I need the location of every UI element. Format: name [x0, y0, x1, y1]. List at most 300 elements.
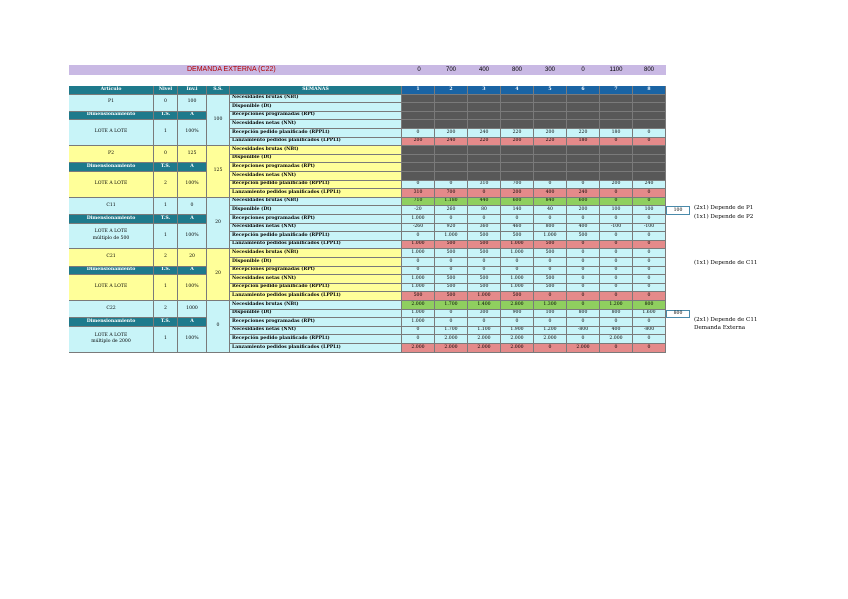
ts-value: A	[178, 267, 207, 276]
header-week: 8	[633, 86, 666, 95]
yield-percent: 100%	[178, 172, 207, 198]
row-label: Necesidades brutas (NBt)	[230, 301, 402, 310]
week-value: 2.000	[600, 335, 633, 344]
item-name: C21	[69, 249, 154, 266]
week-value: 2.000	[435, 344, 468, 353]
item-level: 2	[154, 249, 178, 266]
dependency-note: (1x1) Depende de C11	[694, 260, 758, 266]
week-value: 1.000	[402, 318, 435, 327]
week-value	[435, 146, 468, 155]
week-value: 0	[402, 258, 435, 267]
row-label: Disponible (Dt)	[230, 310, 402, 319]
week-value: 0	[534, 267, 567, 276]
week-value	[600, 95, 633, 104]
row-label: Recepciones programadas (RPt)	[230, 163, 402, 172]
week-value: 0	[534, 215, 567, 224]
row-label: Recepciones programadas (RPt)	[230, 267, 402, 276]
week-value: 0	[633, 292, 666, 301]
header-invi: Inv.i	[178, 86, 207, 95]
week-value: 800	[633, 301, 666, 310]
dimension-label: Dimensionamiento	[69, 215, 154, 224]
week-value: 200	[501, 138, 534, 147]
week-value: 700	[435, 189, 468, 198]
week-value: 0	[633, 318, 666, 327]
week-value: 220	[534, 138, 567, 147]
week-value: 0	[600, 275, 633, 284]
item-inventory: 1000	[178, 301, 207, 318]
week-value: 0	[600, 249, 633, 258]
header-semanas: SEMANAS	[230, 86, 402, 95]
week-value: 460	[501, 224, 534, 233]
dependency-note: Demanda Externa	[694, 325, 746, 331]
item-name: P2	[69, 146, 154, 163]
week-value	[435, 112, 468, 121]
lot-policy	[69, 172, 154, 198]
lead-time: 2	[154, 172, 178, 198]
week-value: 1.300	[534, 301, 567, 310]
item-level: 1	[154, 198, 178, 215]
demand-value: 700	[445, 67, 456, 73]
week-value: 2.800	[501, 301, 534, 310]
week-value: 1.180	[435, 198, 468, 207]
lead-time: 1	[154, 275, 178, 301]
week-value: -800	[567, 327, 600, 336]
week-value	[534, 155, 567, 164]
week-value	[468, 163, 501, 172]
week-value: 500	[435, 241, 468, 250]
week-value: 840	[534, 198, 567, 207]
week-value	[501, 155, 534, 164]
header-week: 1	[402, 86, 435, 95]
row-label: Recepciones programadas (RPt)	[230, 318, 402, 327]
week-value: 180	[600, 129, 633, 138]
week-value: 500	[468, 284, 501, 293]
demand-value: 0	[581, 67, 585, 73]
week-value	[435, 103, 468, 112]
header-ss: S.S.	[207, 86, 230, 95]
item-inventory: 100	[178, 95, 207, 112]
week-value: 400	[534, 189, 567, 198]
week-value: 1.700	[435, 327, 468, 336]
week-value: 0	[501, 267, 534, 276]
week-value: 2.000	[534, 335, 567, 344]
week-value	[567, 120, 600, 129]
week-value	[501, 95, 534, 104]
week-value: -800	[633, 327, 666, 336]
week-value	[633, 155, 666, 164]
row-label: Disponible (Dt)	[230, 103, 402, 112]
row-label: Disponible (Dt)	[230, 206, 402, 215]
week-value: 500	[435, 284, 468, 293]
week-value: 2.000	[468, 335, 501, 344]
row-label: Recepciones programadas (RPt)	[230, 112, 402, 121]
week-value: 600	[567, 198, 600, 207]
week-value: 0	[567, 284, 600, 293]
row-label: Recepción pedido planificado (RPPLt)	[230, 335, 402, 344]
item-inventory: 20	[178, 249, 207, 266]
week-value: 1.900	[501, 327, 534, 336]
week-value: 0	[468, 318, 501, 327]
week-value: 0	[567, 301, 600, 310]
week-value: 800	[534, 224, 567, 233]
week-value: 0	[633, 335, 666, 344]
week-value	[567, 155, 600, 164]
week-value: 1.000	[402, 241, 435, 250]
week-value	[501, 103, 534, 112]
header-week: 7	[600, 86, 633, 95]
row-label: Disponible (Dt)	[230, 155, 402, 164]
carryover-value: 100	[666, 206, 690, 215]
ts-label: T.S.	[154, 163, 178, 172]
week-value: 310	[468, 181, 501, 190]
week-value: 0	[567, 258, 600, 267]
week-value: 100	[633, 206, 666, 215]
week-value: 500	[501, 292, 534, 301]
week-value: 0	[402, 232, 435, 241]
week-value	[600, 146, 633, 155]
item-level: 0	[154, 146, 178, 163]
safety-stock: 20	[207, 198, 230, 250]
demand-value: 1100	[609, 67, 623, 73]
week-value: 0	[435, 267, 468, 276]
safety-stock: 20	[207, 249, 230, 301]
week-value: -260	[402, 224, 435, 233]
week-value	[402, 146, 435, 155]
lot-policy-label: LOTE A LOTE	[94, 181, 128, 187]
item-name: C11	[69, 198, 154, 215]
week-value: 0	[468, 189, 501, 198]
week-value	[468, 172, 501, 181]
week-value: 1.000	[435, 232, 468, 241]
week-value: 2.000	[468, 344, 501, 353]
week-value: 80	[468, 206, 501, 215]
week-value: 0	[501, 258, 534, 267]
lot-policy-label: LOTE A LOTE	[94, 284, 128, 290]
week-value	[501, 146, 534, 155]
week-value: 0	[501, 318, 534, 327]
week-value: 500	[435, 249, 468, 258]
week-value	[501, 172, 534, 181]
week-value: 0	[633, 138, 666, 147]
week-value	[534, 95, 567, 104]
week-value: 0	[600, 284, 633, 293]
row-label: Necesidades brutas (NBt)	[230, 146, 402, 155]
week-value: 500	[402, 292, 435, 301]
lot-policy	[69, 224, 154, 250]
week-value: 800	[567, 310, 600, 319]
week-value: 400	[567, 224, 600, 233]
dependency-note: (2x1) Depende de P1	[694, 205, 754, 211]
week-value	[534, 103, 567, 112]
header-nivel: Nivel	[154, 86, 178, 95]
week-value: 240	[633, 181, 666, 190]
row-label: Necesidades netas (NNt)	[230, 327, 402, 336]
week-value: 0	[435, 310, 468, 319]
week-value: 1.000	[501, 249, 534, 258]
safety-stock: 125	[207, 146, 230, 198]
week-value: 240	[435, 138, 468, 147]
week-value: 0	[600, 198, 633, 207]
ts-label: T.S.	[154, 215, 178, 224]
week-value: 200	[567, 206, 600, 215]
week-value: 200	[435, 129, 468, 138]
week-value: 240	[567, 189, 600, 198]
lot-policy	[69, 275, 154, 301]
week-value: 500	[468, 232, 501, 241]
ts-value: A	[178, 112, 207, 121]
week-value	[468, 103, 501, 112]
week-value	[567, 112, 600, 121]
row-label: Necesidades brutas (NBt)	[230, 95, 402, 104]
demand-value: 800	[643, 67, 654, 73]
ts-label: T.S.	[154, 267, 178, 276]
week-value	[402, 103, 435, 112]
week-value: 920	[435, 224, 468, 233]
week-value: 0	[633, 129, 666, 138]
week-value: 0	[468, 215, 501, 224]
item-name: C22	[69, 301, 154, 318]
week-value	[633, 95, 666, 104]
week-value: 0	[567, 181, 600, 190]
lot-multiple: múltiplo de 2000	[91, 339, 131, 345]
week-value: -100	[633, 224, 666, 233]
week-value: 0	[501, 215, 534, 224]
lot-multiple: múltiplo de 500	[92, 235, 130, 241]
week-value: 700	[501, 181, 534, 190]
week-value: 0	[402, 181, 435, 190]
header-week: 2	[435, 86, 468, 95]
dimension-label: Dimensionamiento	[69, 112, 154, 121]
week-value: 1.400	[468, 301, 501, 310]
week-value	[435, 155, 468, 164]
week-value: 710	[402, 198, 435, 207]
week-value	[435, 163, 468, 172]
week-value: 200	[501, 189, 534, 198]
row-label: Recepción pedido planificado (RPPLt)	[230, 181, 402, 190]
week-value: 440	[468, 198, 501, 207]
week-value: 0	[633, 267, 666, 276]
week-value	[468, 95, 501, 104]
week-value	[534, 120, 567, 129]
week-value	[468, 120, 501, 129]
week-value	[468, 112, 501, 121]
week-value: 0	[567, 215, 600, 224]
dependency-note: (2x1) Depende de C11	[694, 317, 758, 323]
dependency-note: (1x1) Depende de P2	[694, 214, 754, 220]
week-value: 0	[567, 249, 600, 258]
week-value	[534, 112, 567, 121]
header-week: 6	[567, 86, 600, 95]
week-value	[600, 172, 633, 181]
week-value: 0	[402, 267, 435, 276]
week-value: 2.000	[402, 301, 435, 310]
week-value	[468, 146, 501, 155]
week-value: 1.000	[534, 232, 567, 241]
week-value: 1.000	[402, 310, 435, 319]
week-value	[600, 155, 633, 164]
week-value: 500	[468, 249, 501, 258]
week-value: 2.000	[402, 344, 435, 353]
week-value: 0	[600, 344, 633, 353]
week-value: 500	[534, 275, 567, 284]
row-label: Recepción pedido planificado (RPPLt)	[230, 232, 402, 241]
demand-value: 800	[511, 67, 522, 73]
week-value: 0	[600, 292, 633, 301]
week-value	[501, 163, 534, 172]
week-value: 0	[435, 215, 468, 224]
week-value: 900	[501, 310, 534, 319]
week-value: 400	[600, 327, 633, 336]
week-value: 1.000	[501, 284, 534, 293]
week-value: 1.200	[534, 327, 567, 336]
header-articulo: Artículo	[69, 86, 154, 95]
lead-time: 1	[154, 327, 178, 353]
week-value: 220	[468, 138, 501, 147]
carryover-value: 800	[666, 310, 690, 319]
row-label: Lanzamiento pedidos planificados (LPPLt)	[230, 344, 402, 353]
week-value	[633, 103, 666, 112]
week-value: 2.000	[501, 335, 534, 344]
week-value: 500	[501, 232, 534, 241]
week-value: 0	[633, 241, 666, 250]
row-label: Necesidades netas (NNt)	[230, 224, 402, 233]
week-value: 0	[534, 318, 567, 327]
week-value	[600, 120, 633, 129]
week-value: 500	[534, 284, 567, 293]
ts-value: A	[178, 163, 207, 172]
week-value: 0	[567, 292, 600, 301]
week-value: 0	[600, 138, 633, 147]
week-value: 1.000	[402, 249, 435, 258]
header-week: 3	[468, 86, 501, 95]
week-value: 1.700	[435, 301, 468, 310]
item-level: 0	[154, 95, 178, 112]
item-inventory: 0	[178, 198, 207, 215]
week-value: 0	[567, 241, 600, 250]
week-value: 0	[468, 267, 501, 276]
week-value: 0	[402, 129, 435, 138]
week-value: 300	[468, 310, 501, 319]
ts-label: T.S.	[154, 318, 178, 327]
yield-percent: 100%	[178, 327, 207, 353]
week-value: 310	[402, 189, 435, 198]
week-value: 0	[600, 267, 633, 276]
week-value: 200	[600, 181, 633, 190]
safety-stock: 0	[207, 301, 230, 353]
row-label: Recepciones programadas (RPt)	[230, 215, 402, 224]
week-value	[600, 103, 633, 112]
item-level: 2	[154, 301, 178, 318]
row-label: Necesidades netas (NNt)	[230, 120, 402, 129]
row-label: Necesidades netas (NNt)	[230, 275, 402, 284]
row-label: Necesidades brutas (NBt)	[230, 198, 402, 207]
week-value	[435, 172, 468, 181]
row-label: Lanzamiento pedidos planificados (LPPLt)	[230, 138, 402, 147]
week-value: 100	[534, 310, 567, 319]
demand-value: 300	[544, 67, 555, 73]
row-label: Necesidades netas (NNt)	[230, 172, 402, 181]
week-value	[501, 120, 534, 129]
week-value: 0	[600, 258, 633, 267]
week-value: 180	[567, 138, 600, 147]
week-value: 800	[600, 310, 633, 319]
week-value: 0	[600, 241, 633, 250]
ts-value: A	[178, 318, 207, 327]
safety-stock: 100	[207, 95, 230, 147]
week-value: 100	[600, 206, 633, 215]
row-label: Disponible (Dt)	[230, 258, 402, 267]
week-value	[534, 146, 567, 155]
week-value	[402, 95, 435, 104]
week-value	[567, 163, 600, 172]
week-value: 0	[567, 275, 600, 284]
week-value: -100	[600, 224, 633, 233]
lot-policy	[69, 327, 154, 353]
week-value	[567, 146, 600, 155]
week-value: 0	[534, 258, 567, 267]
week-value: 0	[600, 189, 633, 198]
week-value	[633, 163, 666, 172]
week-value: 2.000	[435, 335, 468, 344]
demand-value: 0	[417, 67, 421, 73]
week-value	[402, 112, 435, 121]
week-value: 500	[567, 232, 600, 241]
lot-policy	[69, 120, 154, 146]
week-value: 220	[501, 129, 534, 138]
week-value: 1.000	[501, 241, 534, 250]
week-value: 0	[633, 198, 666, 207]
week-value: 0	[633, 284, 666, 293]
week-value: 1.000	[402, 275, 435, 284]
demand-header-bar	[69, 65, 666, 75]
week-value: 1.600	[633, 310, 666, 319]
ts-label: T.S.	[154, 112, 178, 121]
week-value: 500	[435, 292, 468, 301]
week-value: 40	[534, 206, 567, 215]
row-label: Recepción pedido planificado (RPPLt)	[230, 129, 402, 138]
week-value: 2.000	[501, 344, 534, 353]
week-value: 0	[633, 344, 666, 353]
week-value: 1.100	[468, 327, 501, 336]
week-value: 1.000	[468, 292, 501, 301]
week-value: 0	[567, 335, 600, 344]
week-value	[633, 172, 666, 181]
week-value: 1.000	[501, 275, 534, 284]
ts-value: A	[178, 215, 207, 224]
week-value: 0	[600, 232, 633, 241]
row-label: Necesidades brutas (NBt)	[230, 249, 402, 258]
lead-time: 1	[154, 224, 178, 250]
week-value	[600, 112, 633, 121]
week-value: 220	[567, 129, 600, 138]
week-value: 0	[567, 318, 600, 327]
yield-percent: 100%	[178, 120, 207, 146]
week-value: 260	[435, 206, 468, 215]
week-value: 1.200	[600, 301, 633, 310]
week-value: 200	[534, 129, 567, 138]
week-value: 0	[633, 258, 666, 267]
week-value: 0	[534, 181, 567, 190]
week-value: 500	[534, 249, 567, 258]
week-value: 0	[633, 215, 666, 224]
row-label: Recepción pedido planificado (RPPLt)	[230, 284, 402, 293]
week-value	[633, 120, 666, 129]
week-value: 0	[402, 327, 435, 336]
week-value	[402, 155, 435, 164]
week-value: 0	[633, 249, 666, 258]
week-value: 0	[567, 267, 600, 276]
week-value: 240	[468, 129, 501, 138]
